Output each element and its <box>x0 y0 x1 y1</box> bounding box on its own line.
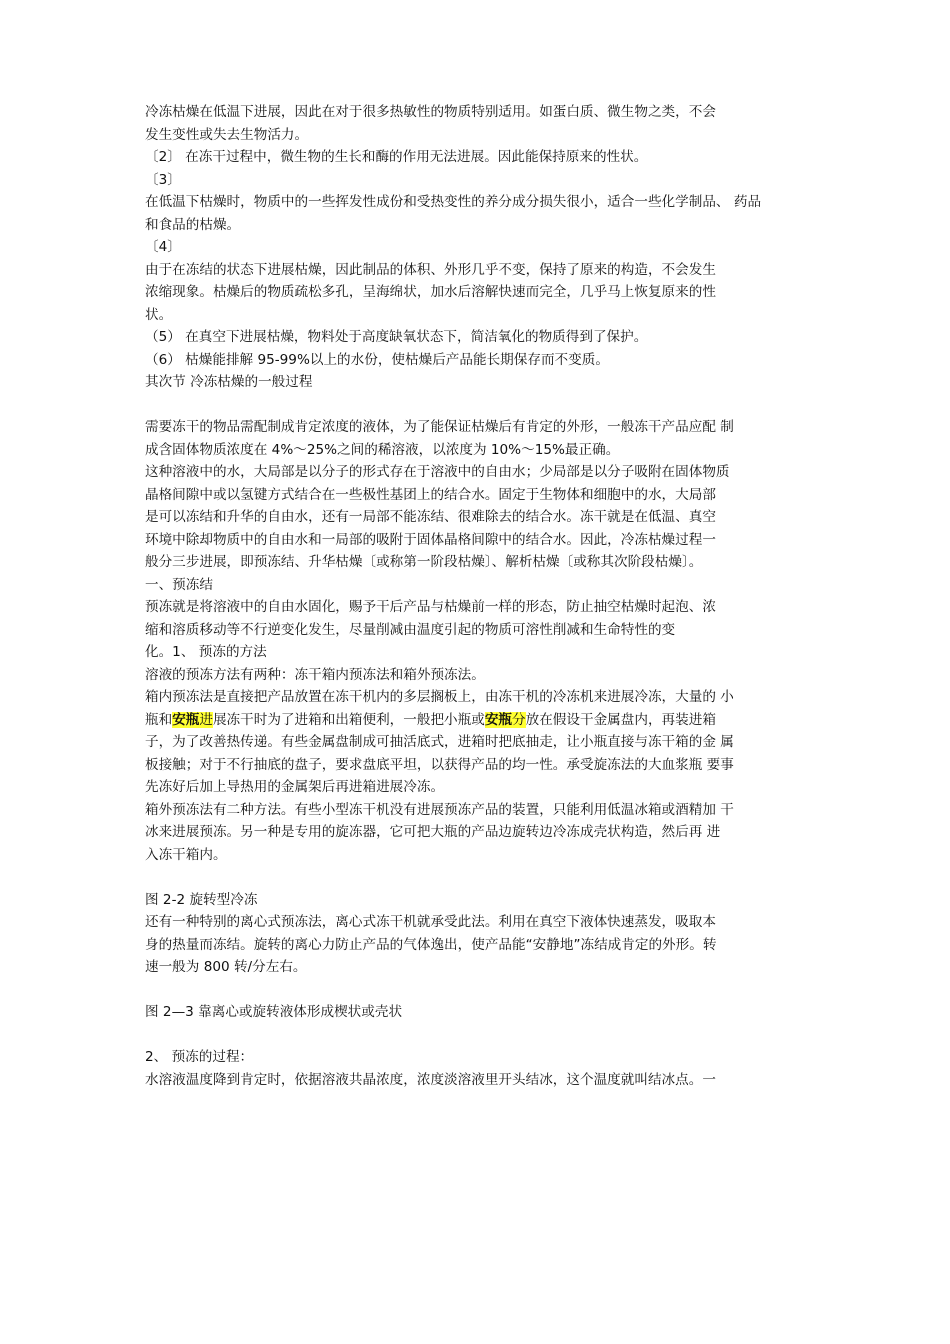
text-line: 子，为了改善热传递。有些金属盘制成可抽活底式，进箱时把底抽走，让小瓶直接与冻干箱的金 属 <box>145 734 734 750</box>
section-heading: 其次节 冷冻枯燥的一般过程 <box>145 374 313 390</box>
search-highlight: 安瓶 <box>172 711 200 728</box>
text-line: 这种溶液中的水，大局部是以分子的形式存在于溶液中的自由水；少局部是以分子吸附在固体物质 <box>145 464 730 480</box>
text-line: 冷冻枯燥在低温下进展，因此在对于很多热敏性的物质特别适用。如蛋白质、微生物之类，不会 <box>145 104 716 120</box>
text-run: 瓶和 <box>145 711 173 728</box>
figure-caption: 图 2—3 靠离心或旋转液体形成楔状或壳状 <box>145 1004 403 1020</box>
text-run: 放在假设干金属盘内，再装进箱 <box>525 711 716 728</box>
text-line: 在低温下枯燥时，物质中的一些挥发性成份和受热变性的养分成分损失很小，适合一些化学制品、 药品 <box>145 194 762 210</box>
subsection-heading: 2、 预冻的过程： <box>145 1049 254 1065</box>
text-line: 箱外预冻法有二种方法。有些小型冻干机没有进展预冻产品的装置，只能利用低温冰箱或酒精加 干 <box>145 801 734 818</box>
text-line: 〔4〕 <box>145 239 181 255</box>
text-line: 缩和溶质移动等不行逆变化发生，尽量削减由温度引起的物质可溶性削减和生命特性的变 <box>145 621 676 638</box>
document-page <box>145 101 813 1091</box>
text-line: 需要冻干的物品需配制成肯定浓度的液体，为了能保证枯燥后有肯定的外形，一般冻干产品应配 制 <box>145 419 734 435</box>
text-line: 还有一种特别的离心式预冻法，离心式冻干机就承受此法。利用在真空下液体快速蒸发，吸取本 <box>145 914 716 930</box>
text-line: 状。 <box>145 306 173 323</box>
text-line: 由于在冻结的状态下进展枯燥，因此制品的体积、外形几乎不变，保持了原来的构造，不会发生 <box>145 261 716 278</box>
text-line: 预冻就是将溶液中的自由水固化，赐予干后产品与枯燥前一样的形态，防止抽空枯燥时起泡、浓 <box>145 599 716 615</box>
search-highlight: 进 <box>199 711 213 728</box>
text-line: （6） 枯燥能排解 95-99%以上的水份，使枯燥后产品能长期保存而不变质。 <box>145 351 609 368</box>
text-line: 入冻干箱内。 <box>145 846 227 863</box>
text-line: 晶格间隙中或以氢键方式结合在一些极性基团上的结合水。固定于生物体和细胞中的水，大局部 <box>145 486 716 503</box>
text-line: 身的热量而冻结。旋转的离心力防止产品的气体逸出，使产品能“安静地”冻结成肯定的外形。转 <box>145 936 717 953</box>
text-run: 展冻干时为了进箱和出箱便利，一般把小瓶或 <box>212 711 485 728</box>
text-line: 般分三步进展，即预冻结、升华枯燥〔或称第一阶段枯燥〕、解析枯燥〔或称其次阶段枯燥〕。 <box>145 554 703 570</box>
text-line: 发生变性或失去生物活力。 <box>145 126 309 143</box>
text-line: 环境中除却物质中的自由水和一局部的吸附于固体晶格间隙中的结合水。因此，冷冻枯燥过程一 <box>145 531 716 548</box>
text-line: 化。1、 预冻的方法 <box>145 644 267 660</box>
text-line: 速一般为 800 转/分左右。 <box>145 959 307 975</box>
text-line: 和食品的枯燥。 <box>145 216 241 233</box>
text-line: 板接触；对于不行抽底的盘子，要求盘底平坦，以获得产品的均一性。承受旋冻法的大血浆瓶 要事 <box>145 756 734 773</box>
figure-caption: 图 2-2 旋转型冷冻 <box>145 891 258 908</box>
highlighted-text-line <box>145 709 813 732</box>
text-line: 浓缩现象。枯燥后的物质疏松多孔，呈海绵状，加水后溶解快速而完全，几乎马上恢复原来的性 <box>145 284 716 300</box>
text-line: 〔3〕 <box>145 171 181 188</box>
text-line: 溶液的预冻方法有两种：冻干箱内预冻法和箱外预冻法。 <box>145 666 485 683</box>
text-line: 箱内预冻法是直接把产品放置在冻干机内的多层搁板上，由冻干机的冷冻机来进展冷冻，大量的 小 <box>145 689 734 705</box>
text-line: 冰来进展预冻。另一种是专用的旋冻器，它可把大瓶的产品边旋转边冷冻成壳状构造，然后再 进 <box>145 824 721 840</box>
search-highlight: 安瓶 <box>484 711 513 728</box>
subsection-heading: 一、预冻结 <box>145 576 213 593</box>
text-line: 是可以冻结和升华的自由水，还有一局部不能冻结、很难除去的结合水。冻干就是在低温、真空 <box>145 509 716 525</box>
text-line: 水溶液温度降到肯定时，依据溶液共晶浓度，浓度淡溶液里开头结冰，这个温度就叫结冰点。一 <box>145 1071 716 1088</box>
text-line: （5） 在真空下进展枯燥，物料处于高度缺氧状态下，简洁氧化的物质得到了保护。 <box>145 329 648 345</box>
text-line: 成含固体物质浓度在 4%～25%之间的稀溶液，以浓度为 10%～15%最正确。 <box>145 441 620 458</box>
text-line: 先冻好后加上导热用的金属架后再进箱进展冷冻。 <box>145 779 445 795</box>
text-line: 〔2〕 在冻干过程中，微生物的生长和酶的作用无法进展。因此能保持原来的性状。 <box>145 149 648 165</box>
search-highlight: 分 <box>512 711 526 728</box>
